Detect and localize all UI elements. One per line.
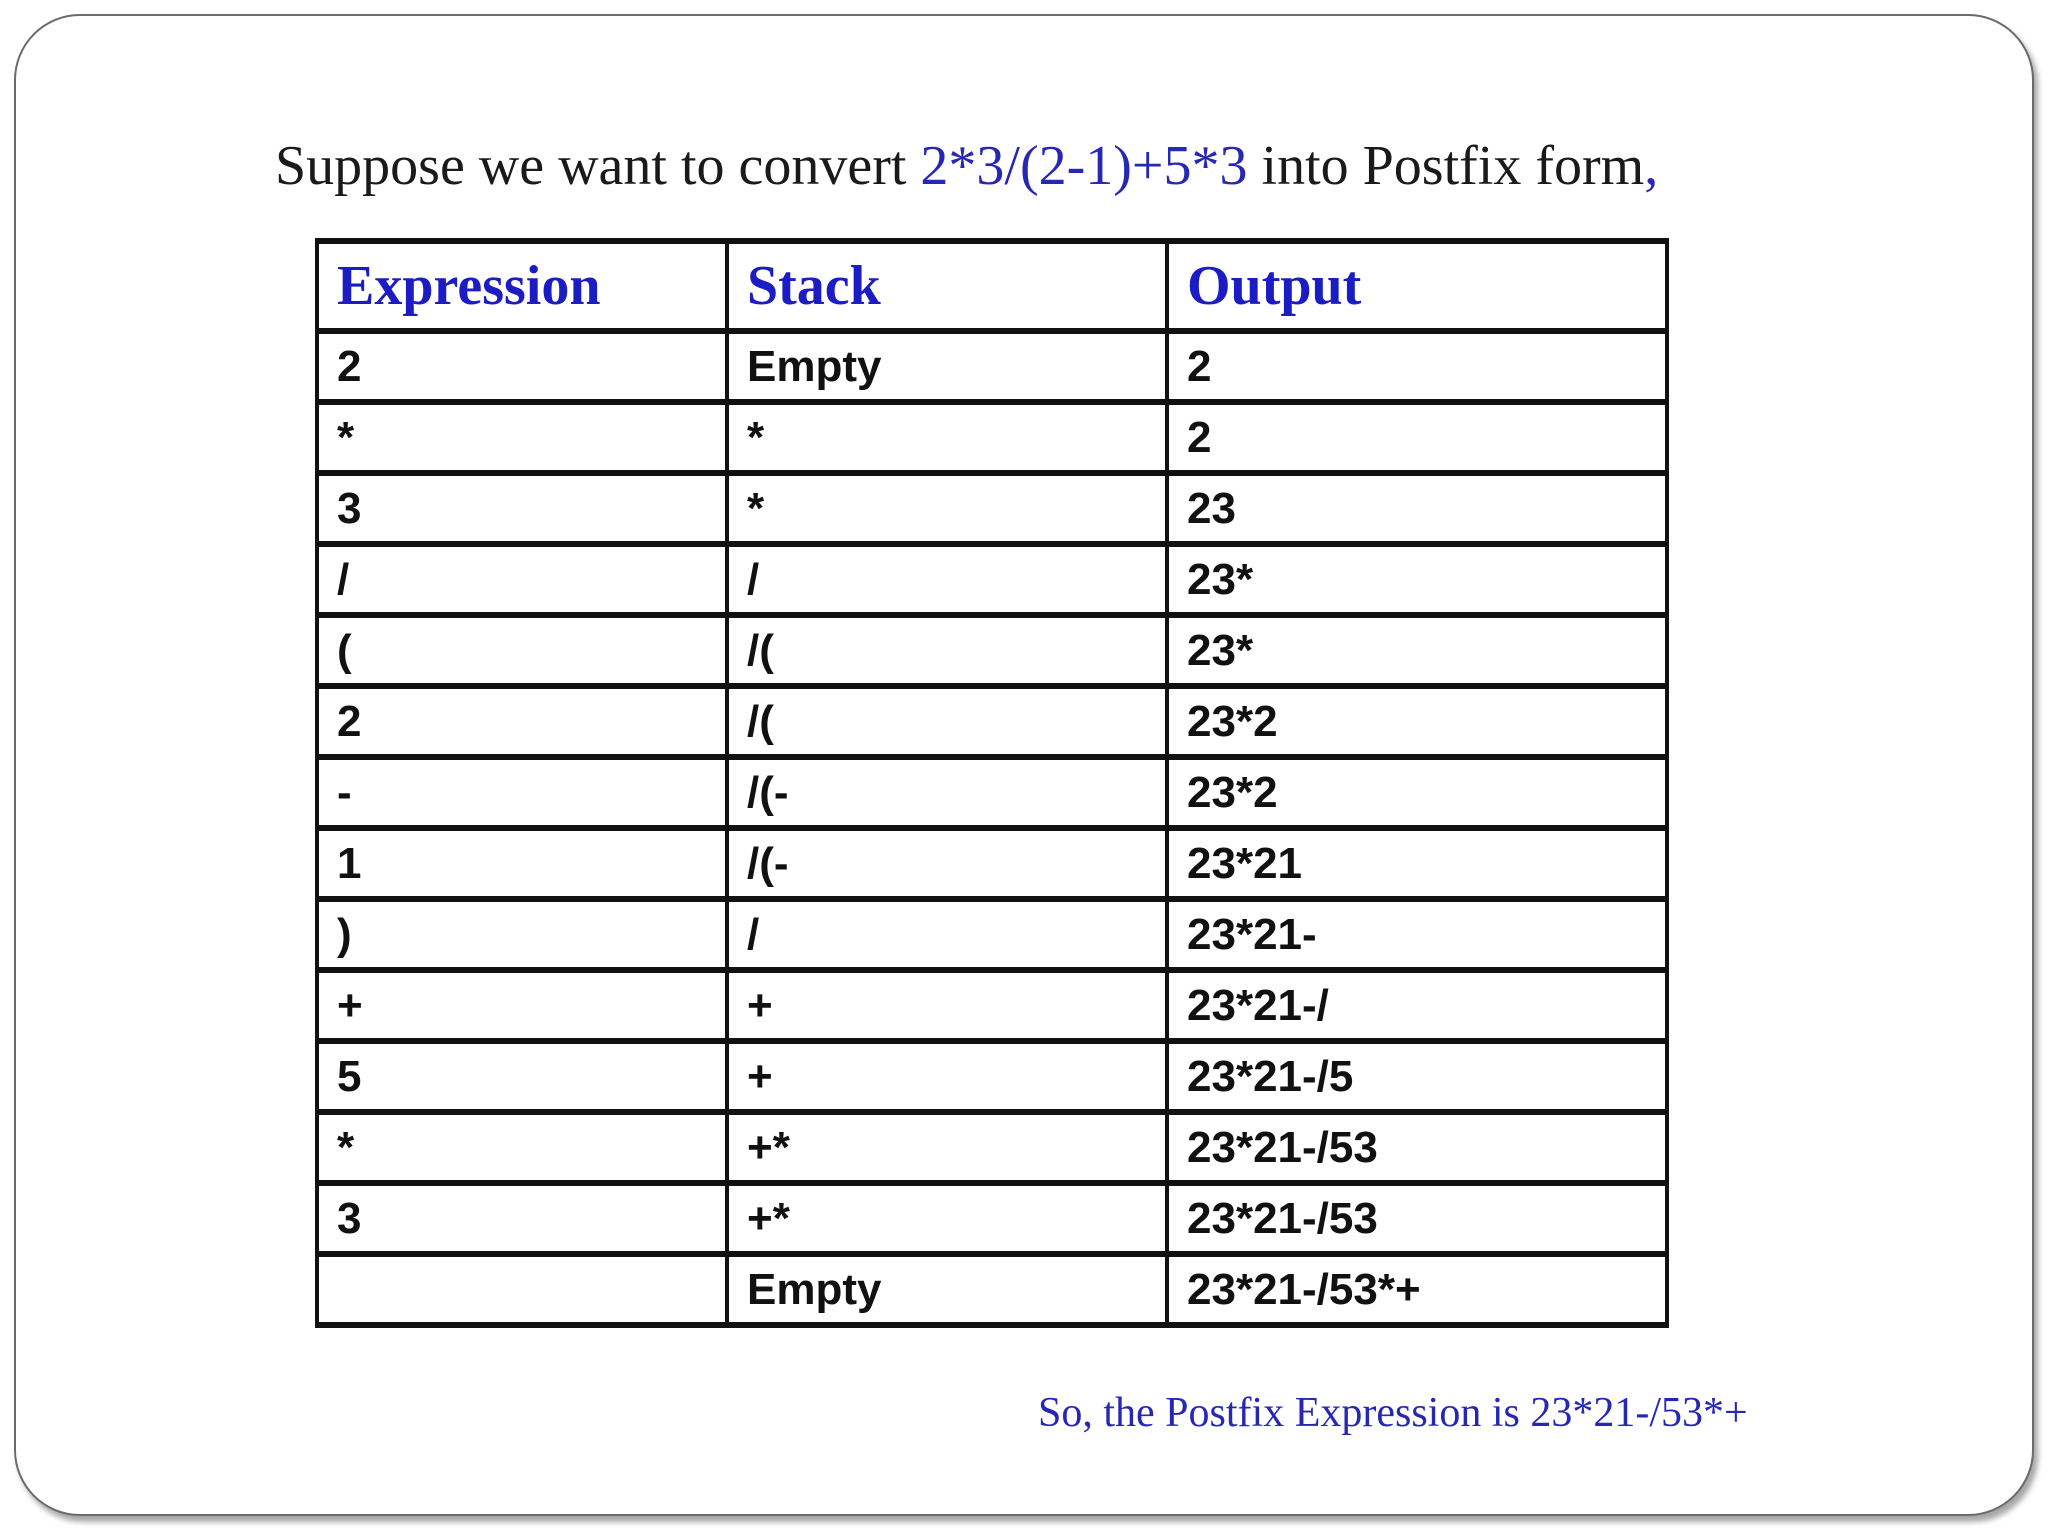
cell-stack: +* [727, 1183, 1167, 1254]
cell-expression: 2 [317, 686, 727, 757]
cell-expression: * [317, 402, 727, 473]
cell-output: 23* [1167, 544, 1667, 615]
table-row [317, 828, 1667, 899]
cell-stack: / [727, 899, 1167, 970]
cell-expression: ) [317, 899, 727, 970]
cell-expression: 3 [317, 473, 727, 544]
heading-suffix: into Postfix form [1261, 135, 1645, 197]
cell-output: 23*21-/ [1167, 970, 1667, 1041]
table-row [317, 1183, 1667, 1254]
cell-expression: - [317, 757, 727, 828]
cell-stack: * [727, 402, 1167, 473]
cell-output: 23*21 [1167, 828, 1667, 899]
header-stack: Stack [727, 241, 1167, 331]
cell-expression: 1 [317, 828, 727, 899]
cell-output: 2 [1167, 331, 1667, 402]
conversion-table [315, 238, 1669, 1328]
heading-expression: 2*3/(2-1)+5*3 [920, 135, 1248, 197]
table-row [317, 899, 1667, 970]
slide-heading [275, 135, 1659, 197]
cell-stack: /(- [727, 757, 1167, 828]
cell-expression: + [317, 970, 727, 1041]
heading-comma: , [1644, 135, 1659, 197]
cell-output: 23* [1167, 615, 1667, 686]
table-header-row [317, 241, 1667, 331]
table-row [317, 402, 1667, 473]
cell-stack: + [727, 970, 1167, 1041]
cell-stack: /( [727, 615, 1167, 686]
cell-expression [317, 1254, 727, 1325]
cell-output: 23*21-/5 [1167, 1041, 1667, 1112]
table-row [317, 473, 1667, 544]
cell-stack: Empty [727, 331, 1167, 402]
table-row [317, 331, 1667, 402]
cell-stack: +* [727, 1112, 1167, 1183]
cell-output: 23*21-/53 [1167, 1183, 1667, 1254]
cell-stack: * [727, 473, 1167, 544]
cell-output: 23*21-/53*+ [1167, 1254, 1667, 1325]
cell-expression: / [317, 544, 727, 615]
table-row [317, 615, 1667, 686]
table-row [317, 1041, 1667, 1112]
cell-expression: 5 [317, 1041, 727, 1112]
cell-stack: /( [727, 686, 1167, 757]
cell-expression: ( [317, 615, 727, 686]
cell-output: 23*21-/53 [1167, 1112, 1667, 1183]
cell-output: 23*21- [1167, 899, 1667, 970]
cell-stack: + [727, 1041, 1167, 1112]
table-row [317, 686, 1667, 757]
cell-stack: Empty [727, 1254, 1167, 1325]
cell-expression: 3 [317, 1183, 727, 1254]
table-row [317, 970, 1667, 1041]
cell-expression: * [317, 1112, 727, 1183]
cell-expression: 2 [317, 331, 727, 402]
header-output: Output [1167, 241, 1667, 331]
header-expression: Expression [317, 241, 727, 331]
table-row [317, 1254, 1667, 1325]
postfix-result-note: So, the Postfix Expression is 23*21-/53*+ [1038, 1390, 1748, 1436]
cell-output: 23 [1167, 473, 1667, 544]
table-row [317, 1112, 1667, 1183]
cell-output: 2 [1167, 402, 1667, 473]
table-row [317, 757, 1667, 828]
table-row [317, 544, 1667, 615]
cell-stack: / [727, 544, 1167, 615]
heading-prefix: Suppose we want to convert [275, 135, 907, 197]
cell-output: 23*2 [1167, 757, 1667, 828]
cell-output: 23*2 [1167, 686, 1667, 757]
cell-stack: /(- [727, 828, 1167, 899]
